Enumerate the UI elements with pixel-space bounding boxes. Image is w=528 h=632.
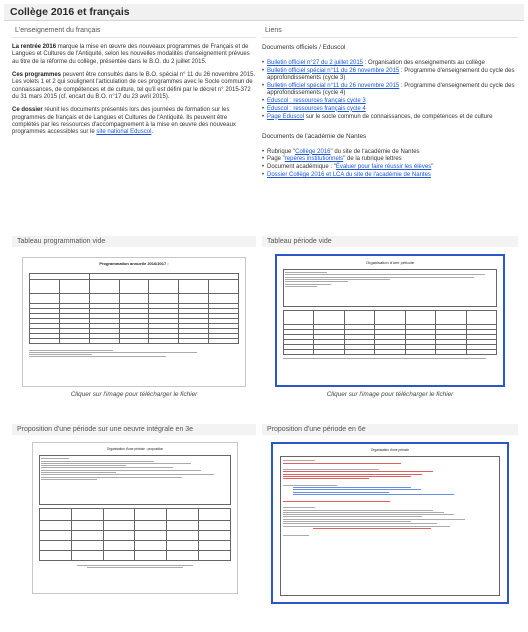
link[interactable]: Évaluer pour faire réussir les élèves — [335, 164, 432, 171]
card-programmation — [12, 236, 256, 247]
divider — [262, 37, 518, 38]
list-item: • Document académique : "Évaluer pour faire réussir les élèves" — [262, 164, 518, 171]
programs-paragraph: Ces programmes peuvent être consultés dans le B.O. spécial n° 11 du 26 novembre 2015. Les volets 1 et 2 qui soulignent l'articulation de ces programmes avec le Socle commun de connaissances, de compétences et de culture, tel qu'il est défini par le décret n° 2015-372 du 31 mars 2015 (cf. encart du B.O. n°17 du 23 avril 2015). — [12, 71, 256, 100]
list-item: • Bulletin officiel n°27 du 2 juillet 2015 : Organisation des enseignements au collège — [262, 60, 518, 67]
proposition-6e-thumbnail[interactable] — [271, 442, 509, 604]
list-item: • Bulletin officiel spécial n°11 du 26 novembre 2015 : Programme d'enseignement du cycle des approfondissements (cycle 4) — [262, 83, 518, 98]
official-docs-heading: Documents officiels / Eduscol — [262, 44, 346, 51]
programmation-thumbnail[interactable] — [22, 257, 246, 387]
list-item — [262, 98, 518, 105]
academy-docs-heading: Documents de l'académie de Nantes — [262, 132, 367, 140]
official-docs-list — [262, 60, 518, 121]
doc-title: Organisation d'une période — [366, 260, 414, 265]
card-proposition-6e — [262, 424, 518, 435]
doc-title: Organisation d'une période — [370, 448, 410, 452]
link[interactable]: Dossier Collège 2016 et LCA du site de l'académie de Nantes — [267, 172, 431, 179]
doc-table — [29, 273, 239, 344]
doc-table — [39, 508, 231, 561]
card-title: Tableau programmation vide — [12, 236, 256, 247]
card-title: Proposition d'une période sur une oeuvre intégrale en 3e — [12, 424, 256, 435]
card-title: Tableau période vide — [262, 236, 518, 247]
link[interactable]: Bulletin officiel spécial n°11 du 26 novembre 2015 — [267, 82, 400, 89]
card-proposition-3e — [12, 424, 256, 435]
list-item: • Page "repères institutionnels" de la rubrique lettres — [262, 156, 518, 163]
dossier-paragraph: Ce dossier réunit les documents présentés lors des journées de formation sur les programmes de français et de Langues et Cultures de l'Antiquité. Ils peuvent être complétés par les ressources d'accompagnement à la mise en œuvre des nouveaux programmes accessibles sur le site national Eduscol. — [12, 107, 236, 136]
list-item — [262, 172, 518, 179]
periode-caption[interactable]: Cliquer sur l'image pour télécharger le fichier — [326, 391, 454, 398]
link[interactable]: Bulletin officiel spécial n°11 du 26 novembre 2015 — [267, 67, 400, 74]
link[interactable]: Eduscol : ressources français cycle 3 — [267, 97, 366, 104]
intro-paragraph: La rentrée 2016 marque la mise en œuvre des nouveaux programmes de Français et de Langues et Cultures de l'Antiquité, selon les nouvelles modalités d'enseignement prévues au titre de la réforme du collège, présentée dans le B.O. du 2 juillet 2015. — [12, 44, 250, 65]
right-panel — [262, 25, 518, 180]
link[interactable]: Page Eduscol — [267, 113, 305, 120]
divider — [12, 37, 256, 38]
page-header — [4, 4, 524, 21]
programmation-caption[interactable]: Cliquer sur l'image pour télécharger le fichier — [70, 391, 198, 398]
list-item: • Page Eduscol sur le socle commun de connaissances, de compétences et de culture — [262, 114, 518, 121]
list-item: • Bulletin officiel spécial n°11 du 26 novembre 2015 : Programme d'enseignement du cycle des approfondissements (cycle 3) — [262, 68, 518, 83]
doc-title: Organisation d'une période : proposition — [106, 447, 164, 451]
card-title: Proposition d'une période en 6e — [262, 424, 518, 435]
list-item — [262, 106, 518, 113]
eduscol-link[interactable]: site national Eduscol — [96, 129, 152, 136]
link[interactable]: Eduscol : ressources français cycle 4 — [267, 105, 366, 112]
left-panel — [12, 25, 256, 142]
card-periode — [262, 236, 518, 247]
right-panel-title: Liens — [265, 27, 282, 34]
academy-docs-list — [262, 149, 518, 180]
doc-table — [283, 310, 497, 355]
periode-thumbnail[interactable] — [275, 254, 505, 387]
link[interactable]: Collège 2016 — [295, 148, 331, 155]
left-panel-title: L'enseignement du français — [15, 27, 101, 34]
link[interactable]: Bulletin officiel n°27 du 2 juillet 2015 — [267, 59, 364, 66]
proposition-3e-thumbnail[interactable] — [32, 442, 238, 594]
doc-title: Programmation annuelle 2016/2017 : — [99, 261, 169, 266]
list-item: • Rubrique "Collège 2016" du site de l'académie de Nantes — [262, 149, 518, 156]
link[interactable]: repères institutionnels — [284, 156, 344, 163]
page-title: Collège 2016 et français — [10, 6, 130, 18]
